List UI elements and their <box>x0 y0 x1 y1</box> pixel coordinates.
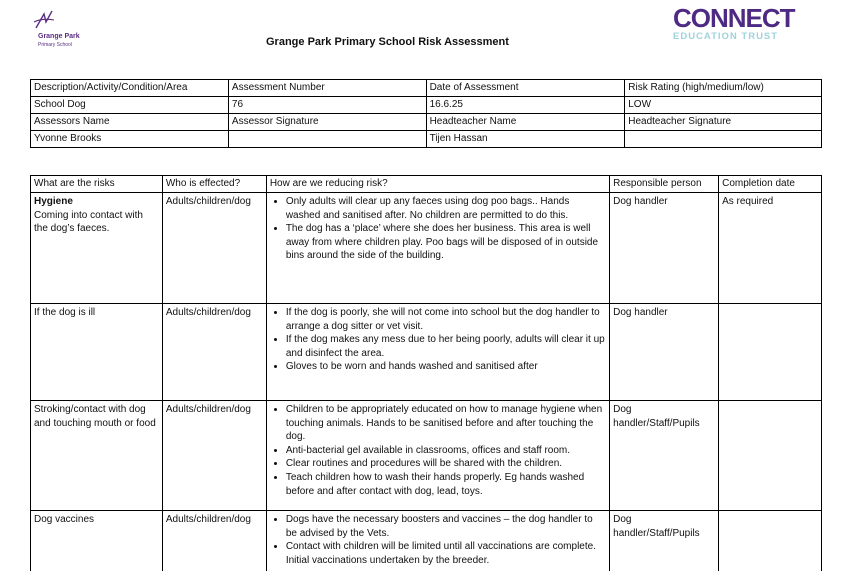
table-cell: Assessors Name <box>31 114 229 131</box>
table-cell: Assessor Signature <box>228 114 426 131</box>
completion-cell <box>719 304 822 401</box>
table-cell: LOW <box>625 97 822 114</box>
risk-cell <box>31 193 163 304</box>
table-cell: 76 <box>228 97 426 114</box>
measures-cell <box>266 511 609 571</box>
column-header: How are we reducing risk? <box>266 176 609 193</box>
trust-logo-main: CONNECT <box>673 3 795 33</box>
column-header: What are the risks <box>31 176 163 193</box>
measures-cell <box>266 193 609 304</box>
risk-text: Coming into contact with the dog’s faeces. <box>34 209 143 235</box>
completion-cell <box>719 401 822 511</box>
risk-title: Hygiene <box>34 196 73 207</box>
table-cell: Headteacher Name <box>426 114 625 131</box>
who-cell: Adults/children/dog <box>162 401 266 511</box>
measure-item: • Clear routines and procedures will be shared with the children. <box>286 457 606 471</box>
measure-item: • If the dog is poorly, she will not come into school but the dog handler to arrange a dog sitter or vet visit. <box>286 306 606 333</box>
completion-cell <box>719 511 822 571</box>
school-logo <box>30 8 100 50</box>
measure-item: • If the dog makes any mess due to her being poorly, adults will clear it up and disinfect the area. <box>286 333 606 360</box>
table-cell: Date of Assessment <box>426 80 625 97</box>
table-cell: Description/Activity/Condition/Area <box>31 80 229 97</box>
measure-item: • Teach children how to wash their hands properly. Eg hands washed before and after contact with dog, lead, toys. <box>286 471 606 498</box>
responsible-cell: Dog handler/Staff/Pupils <box>610 511 719 571</box>
table-row <box>31 114 822 131</box>
school-logo-name: Grange Park <box>38 33 80 40</box>
table-header-row <box>31 176 822 193</box>
table-cell: Assessment Number <box>228 80 426 97</box>
page-title: Grange Park Primary School Risk Assessment <box>266 36 509 48</box>
table-cell: Yvonne Brooks <box>31 131 229 148</box>
measure-item: • Anti-bacterial gel available in classrooms, offices and staff room. <box>286 444 606 458</box>
completion-cell: As required <box>719 193 822 304</box>
measure-item: • Only adults will clear up any faeces using dog poo bags.. Hands washed and sanitised after. No children are permitted to do this. <box>286 195 606 222</box>
table-cell <box>228 131 426 148</box>
column-header: Completion date <box>719 176 822 193</box>
measures-cell <box>266 401 609 511</box>
responsible-cell: Dog handler/Staff/Pupils <box>610 401 719 511</box>
risk-cell: If the dog is ill <box>31 304 163 401</box>
table-cell: School Dog <box>31 97 229 114</box>
measure-item: • Contact with children will be limited until all vaccinations are complete. Initial vaccinations undertaken by the breeder. <box>286 540 606 567</box>
assessment-details-table <box>30 79 822 148</box>
risk-cell: Stroking/contact with dog and touching mouth or food <box>31 401 163 511</box>
table-cell: Tijen Hassan <box>426 131 625 148</box>
who-cell: Adults/children/dog <box>162 304 266 401</box>
table-row <box>31 131 822 148</box>
responsible-cell: Dog handler <box>610 193 719 304</box>
measure-item: • Dogs have the necessary boosters and vaccines – the dog handler to be advised by the Vets. <box>286 513 606 540</box>
table-cell: 16.6.25 <box>426 97 625 114</box>
column-header: Who is effected? <box>162 176 266 193</box>
table-cell <box>625 131 822 148</box>
table-cell: Risk Rating (high/medium/low) <box>625 80 822 97</box>
table-row <box>31 193 822 304</box>
risk-cell: Dog vaccines <box>31 511 163 571</box>
school-logo-subname: Primary School <box>38 42 72 48</box>
table-row <box>31 97 822 114</box>
table-row <box>31 304 822 401</box>
school-crest-icon <box>32 8 56 32</box>
trust-logo-sub: EDUCATION TRUST <box>673 31 779 42</box>
measure-item: • The dog has a ‘place’ where she does her business. This area is well away from where children play. Poo bags will be disposed of in outside bins around the side of the building. <box>286 222 606 263</box>
table-cell: Headteacher Signature <box>625 114 822 131</box>
measures-cell <box>266 304 609 401</box>
measure-item: • Children to be appropriately educated on how to manage hygiene when touching animals. Hands to be sanitised before and after touching the dog. <box>286 403 606 444</box>
table-row <box>31 401 822 511</box>
trust-logo <box>673 5 798 43</box>
who-cell: Adults/children/dog <box>162 193 266 304</box>
risk-assessment-table <box>30 175 822 571</box>
who-cell: Adults/children/dog <box>162 511 266 571</box>
measure-item: • Gloves to be worn and hands washed and sanitised after <box>286 360 606 374</box>
column-header: Responsible person <box>610 176 719 193</box>
table-row <box>31 80 822 97</box>
responsible-cell: Dog handler <box>610 304 719 401</box>
table-row <box>31 511 822 571</box>
